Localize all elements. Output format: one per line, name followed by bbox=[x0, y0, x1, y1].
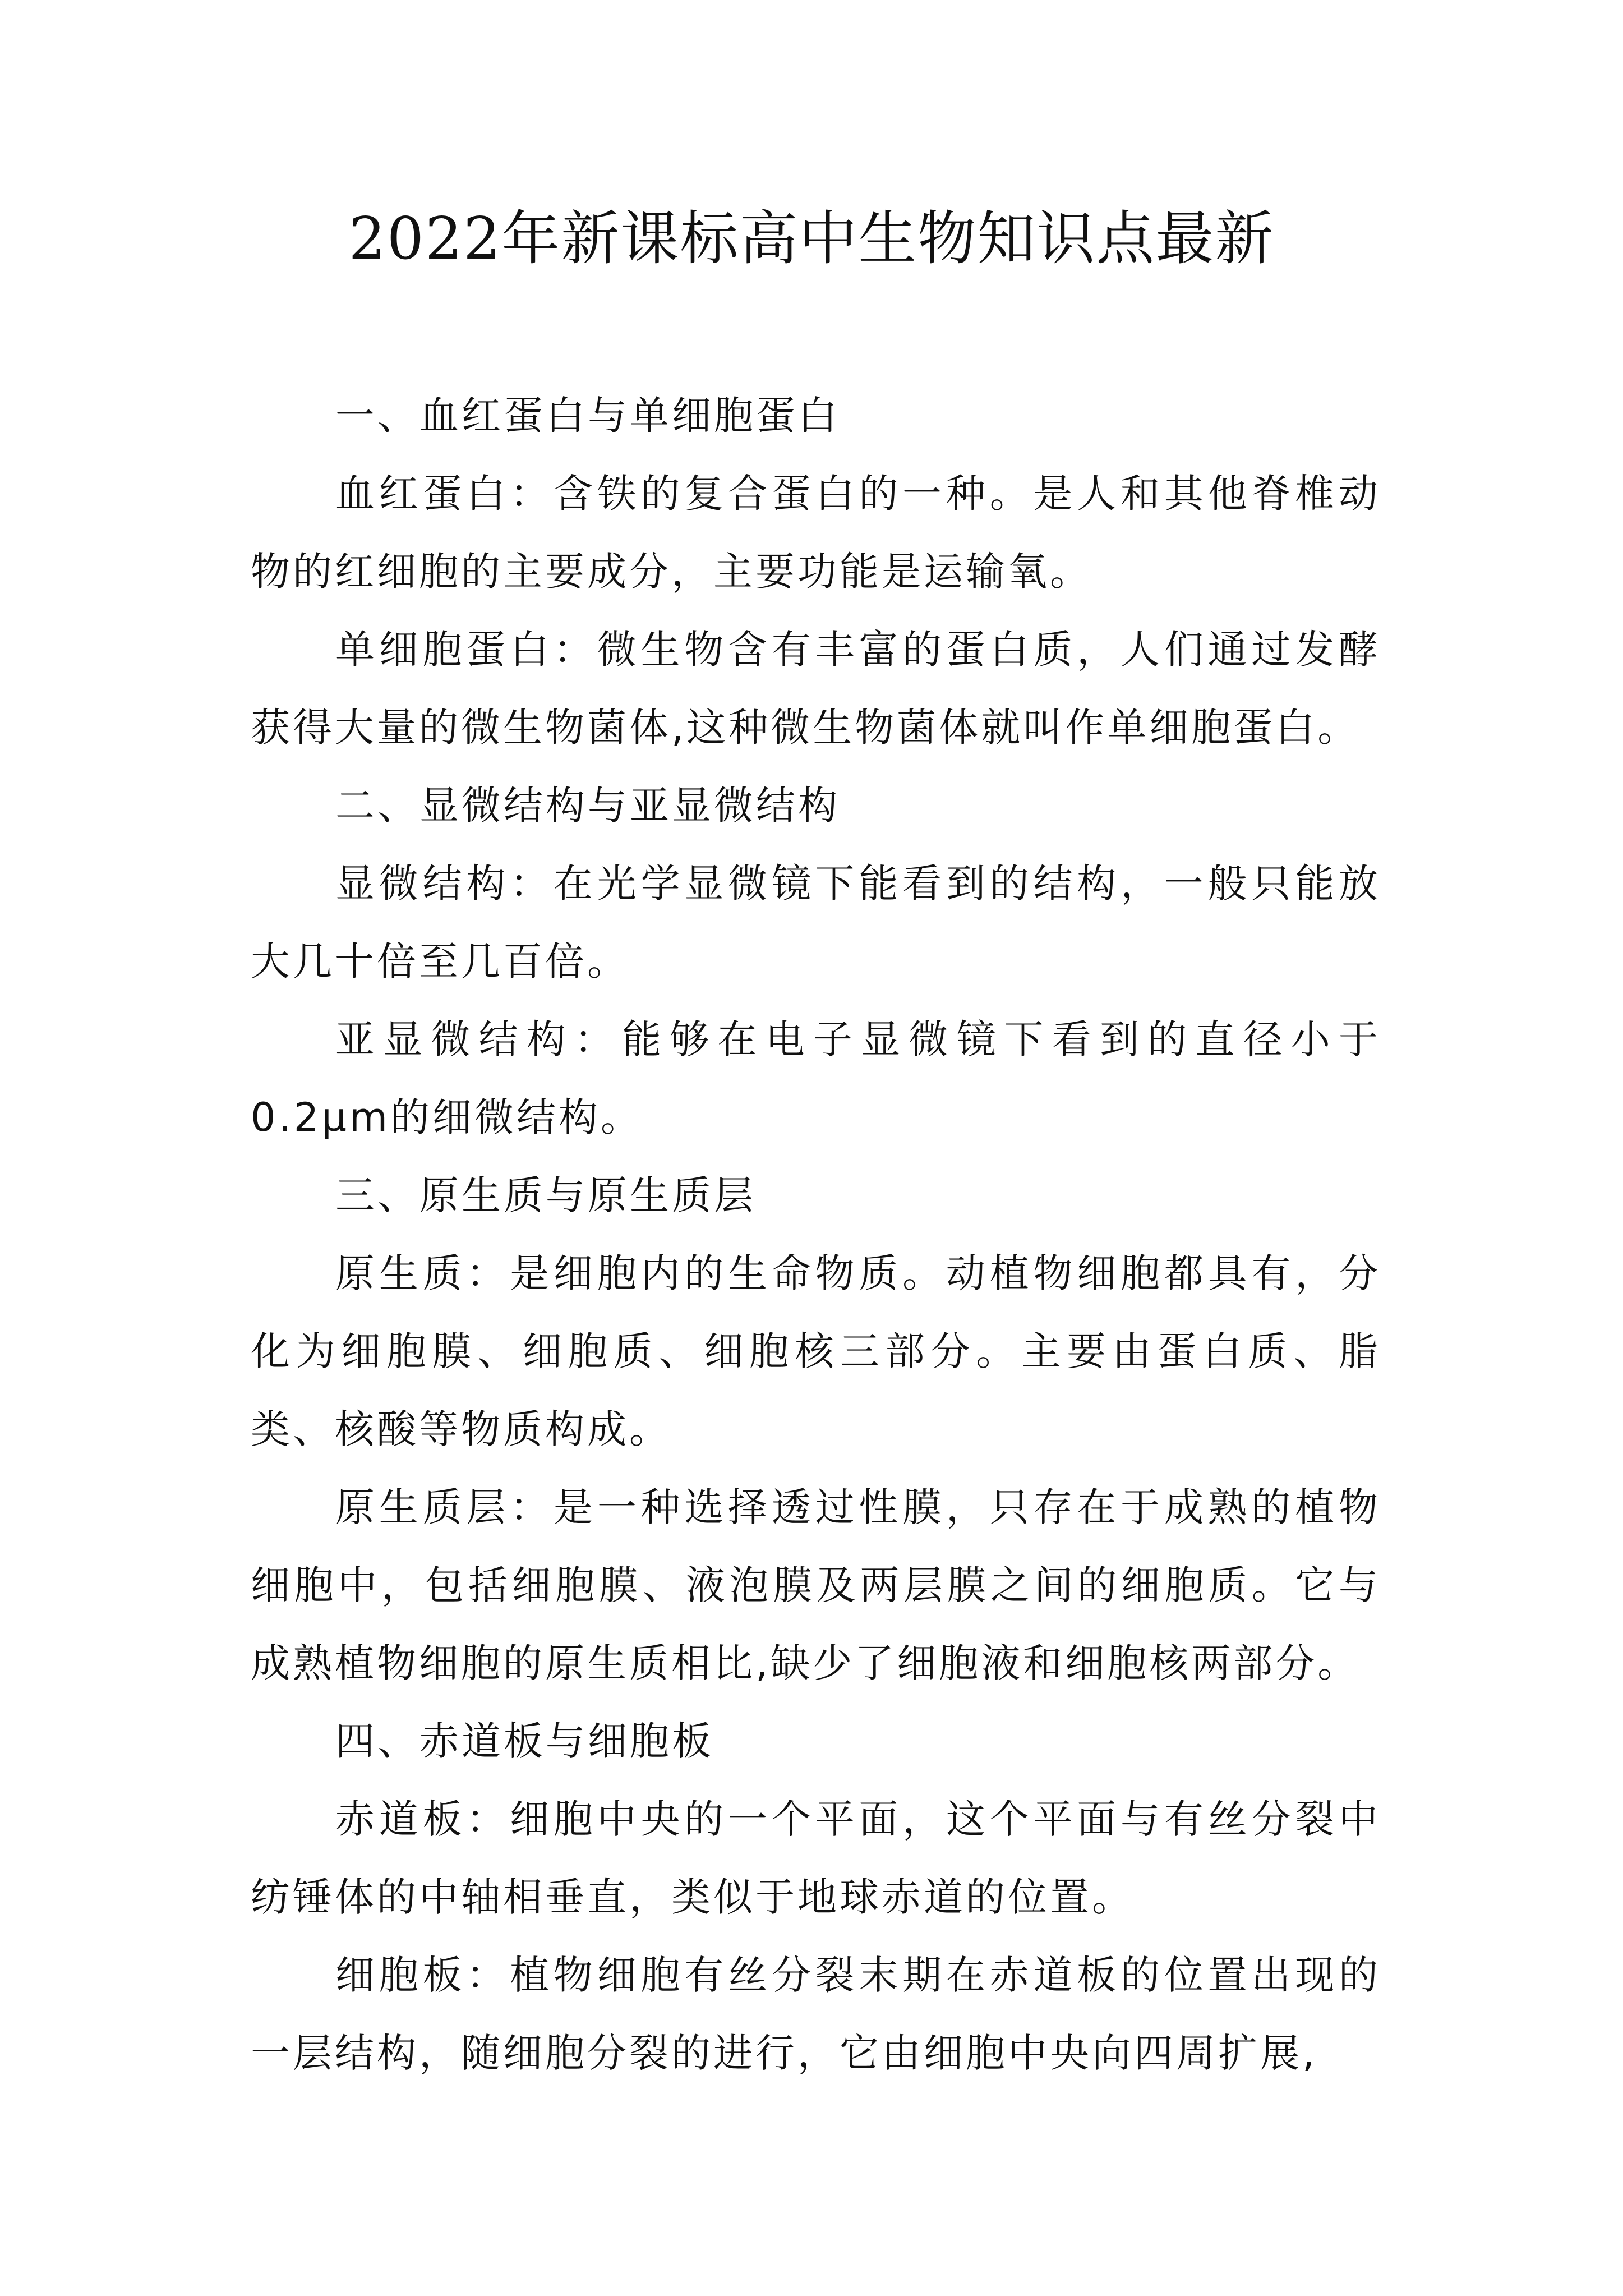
definition-paragraph: 细胞板：植物细胞有丝分裂末期在赤道板的位置出现的一层结构，随细胞分裂的进行，它由细胞中央向四周扩展, bbox=[251, 1952, 1381, 2076]
section-heading: 四、赤道板与细胞板 bbox=[335, 1718, 714, 1764]
definition-paragraph: 亚显微结构：能够在电子显微镜下看到的直径小于0.2μm的细微结构。 bbox=[251, 1016, 1381, 1140]
document-body bbox=[251, 377, 1381, 2092]
definition-paragraph: 原生质层：是一种选择透过性膜，只存在于成熟的植物细胞中，包括细胞膜、液泡膜及两层膜之间的细胞质。它与成熟植物细胞的原生质相比,缺少了细胞液和细胞核两部分。 bbox=[251, 1484, 1381, 1686]
definition-paragraph: 单细胞蛋白：微生物含有丰富的蛋白质，人们通过发酵获得大量的微生物菌体,这种微生物菌体就叫作单细胞蛋白。 bbox=[251, 627, 1381, 751]
document-title: 2022年新课标高中生物知识点最新 bbox=[348, 204, 1275, 273]
section-heading: 二、显微结构与亚显微结构 bbox=[335, 783, 840, 829]
definition-paragraph: 原生质：是细胞内的生命物质。动植物细胞都具有，分化为细胞膜、细胞质、细胞核三部分。主要由蛋白质、脂类、核酸等物质构成。 bbox=[251, 1250, 1381, 1452]
section-heading: 三、原生质与原生质层 bbox=[335, 1172, 756, 1218]
definition-paragraph: 显微结构：在光学显微镜下能看到的结构，一般只能放大几十倍至几百倍。 bbox=[251, 861, 1381, 984]
definition-paragraph: 赤道板：细胞中央的一个平面，这个平面与有丝分裂中纺锤体的中轴相垂直，类似于地球赤道的位置。 bbox=[251, 1796, 1381, 1920]
definition-paragraph: 血红蛋白：含铁的复合蛋白的一种。是人和其他脊椎动物的红细胞的主要成分，主要功能是运输氧。 bbox=[251, 471, 1381, 595]
section-heading: 一、血红蛋白与单细胞蛋白 bbox=[335, 393, 840, 439]
